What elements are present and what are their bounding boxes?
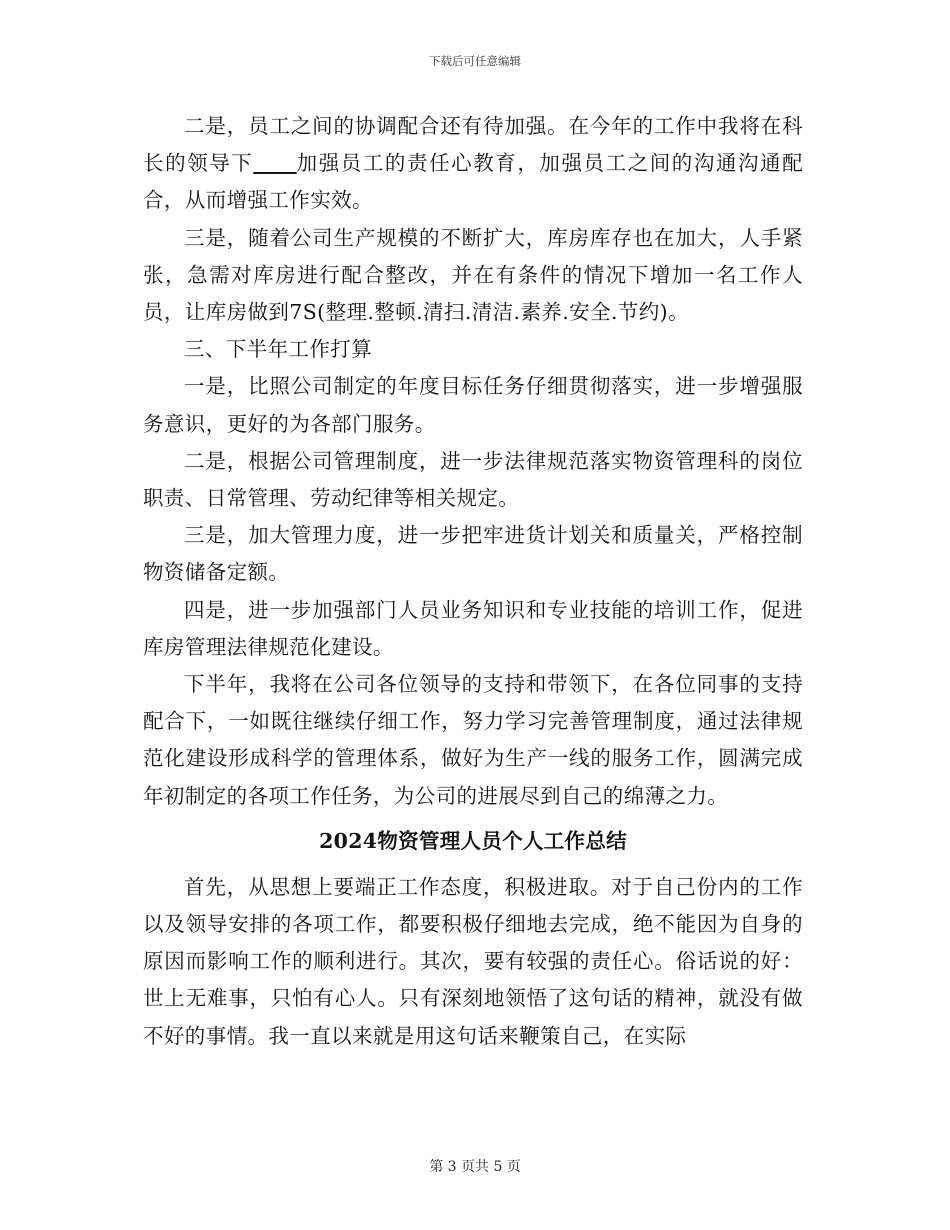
paragraph: 二是，员工之间的协调配合还有待加强。在今年的工作中我将在科长的领导下 加强员工的责任心教育，加强员工之间的沟通沟通配合，从而增强工作实效。	[143, 114, 804, 213]
document-title: 2024物资管理人员个人工作总结	[319, 828, 627, 853]
paragraph: 三是，随着公司生产规模的不断扩大，库房库存也在加大，人手紧张，急需对库房进行配合整改，并在有条件的情况下增加一名工作人员，让库房做到7S(整理.整顿.清扫.清洁.素养.安全.节约)。	[143, 225, 803, 325]
paragraph: 一是，比照公司制定的年度目标任务仔细贯彻落实，进一步增强服务意识，更好的为各部门服务。	[143, 374, 803, 436]
paragraph: 四是，进一步加强部门人员业务知识和专业技能的培训工作，促进库房管理法律规范化建设。	[143, 597, 803, 659]
paragraph: 首先，从思想上要端正工作态度，积极进取。对于自己份内的工作以及领导安排的各项工作，都要积极仔细地去完成，绝不能因为自身的原因而影响工作的顺利进行。其次，要有较强的责任心。俗话说的好：世上无难事，只怕有心人。只有深刻地领悟了这句话的精神，就没有做不好的事情。我一直以来就是用这句话来鞭策自己，在实际	[143, 874, 803, 1048]
paragraph: 下半年，我将在公司各位领导的支持和带领下，在各位同事的支持配合下，一如既往继续仔细工作，努力学习完善管理制度，通过法律规范化建设形成科学的管理体系，做好为生产一线的服务工作，圆满完成年初制定的各项工作任务，为公司的进展尽到自己的绵薄之力。	[143, 672, 803, 808]
paragraph: 二是，根据公司管理制度，进一步法律规范落实物资管理科的岗位职责、日常管理、劳动纪律等相关规定。	[143, 448, 803, 511]
page-footer: 第 3 页共 5 页	[429, 1159, 521, 1175]
section-heading: 三、下半年工作打算	[184, 337, 373, 362]
document-body	[143, 108, 803, 1055]
page-header: 下载后可任意编辑	[429, 54, 521, 68]
paragraph: 三是，加大管理力度，进一步把牢进货计划关和质量关，严格控制物资储备定额。	[143, 523, 803, 585]
fill-blank	[253, 151, 296, 175]
